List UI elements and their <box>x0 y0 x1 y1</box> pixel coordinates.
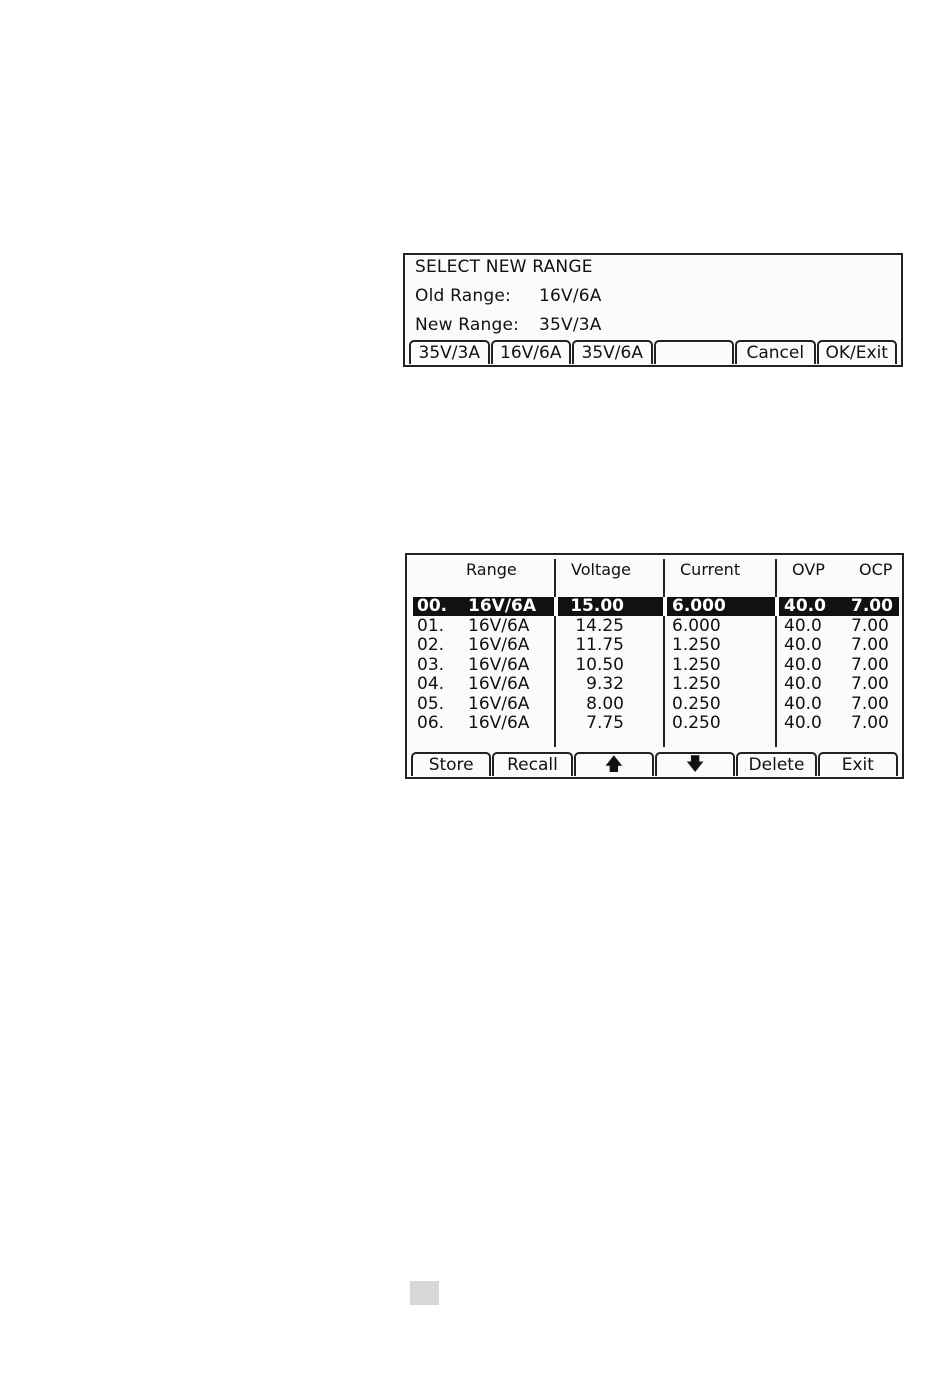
ok-exit-button[interactable]: OK/Exit <box>817 340 898 364</box>
softkey-16v-6a[interactable]: 16V/6A <box>491 340 572 364</box>
cell-current: 1.250 <box>672 674 721 694</box>
range-select-dialog <box>403 253 903 367</box>
arrow-down-icon: 🡇 <box>685 754 705 775</box>
new-range-label: New Range: <box>415 315 520 335</box>
table-row[interactable] <box>413 675 899 694</box>
table-row[interactable] <box>413 656 899 675</box>
cell-range: 16V/6A <box>468 713 530 733</box>
page-number-box <box>410 1281 439 1305</box>
cancel-button[interactable]: Cancel <box>735 340 816 364</box>
cell-current: 6.000 <box>672 615 721 636</box>
selection-gap <box>775 597 779 616</box>
table-row[interactable] <box>413 617 899 636</box>
cell-index: 05. <box>417 693 445 714</box>
cell-current: 1.250 <box>672 635 721 655</box>
cell-ocp: 7.00 <box>851 654 889 675</box>
dialog-title: SELECT NEW RANGE <box>415 257 593 277</box>
cell-range: 16V/6A <box>468 596 537 616</box>
cell-ocp: 7.00 <box>851 596 893 616</box>
cell-index: 00. <box>417 596 448 616</box>
selection-gap <box>663 597 667 616</box>
arrow-up-icon: 🡅 <box>604 754 624 775</box>
cell-range: 16V/6A <box>468 654 530 675</box>
scroll-up-button[interactable] <box>574 752 654 776</box>
cell-voltage: 10.50 <box>575 654 624 675</box>
old-range-label: Old Range: <box>415 286 511 306</box>
cell-range: 16V/6A <box>468 635 530 655</box>
cell-index: 04. <box>417 674 445 694</box>
softkey-35v-6a[interactable]: 35V/6A <box>572 340 653 364</box>
new-range-line <box>415 315 602 335</box>
cell-ocp: 7.00 <box>851 674 889 694</box>
softkey-35v-3a[interactable]: 35V/3A <box>409 340 490 364</box>
memory-softkey-bar <box>411 752 898 776</box>
cell-voltage: 7.75 <box>586 713 624 733</box>
cell-current: 0.250 <box>672 713 721 733</box>
store-button[interactable]: Store <box>411 752 491 776</box>
recall-button[interactable]: Recall <box>492 752 572 776</box>
delete-button[interactable]: Delete <box>736 752 816 776</box>
cell-ovp: 40.0 <box>784 615 822 636</box>
header-voltage: Voltage <box>571 560 632 579</box>
cell-current: 0.250 <box>672 693 721 714</box>
header-ovp: OVP <box>792 560 825 579</box>
softkey-blank[interactable] <box>654 340 735 364</box>
old-range-line <box>415 286 602 306</box>
cell-index: 02. <box>417 635 445 655</box>
cell-ovp: 40.0 <box>784 693 822 714</box>
cell-index: 01. <box>417 615 445 636</box>
cell-ocp: 7.00 <box>851 635 889 655</box>
exit-button[interactable]: Exit <box>818 752 898 776</box>
cell-ovp: 40.0 <box>784 654 822 675</box>
old-range-value: 16V/6A <box>539 286 602 306</box>
cell-voltage: 15.00 <box>570 596 624 616</box>
table-row[interactable] <box>413 714 899 733</box>
table-row[interactable] <box>413 695 899 714</box>
cell-voltage: 14.25 <box>575 615 624 636</box>
cell-range: 16V/6A <box>468 615 530 636</box>
cell-voltage: 8.00 <box>586 693 624 714</box>
cell-current: 6.000 <box>672 596 726 616</box>
selection-gap <box>554 597 558 616</box>
table-row[interactable] <box>413 597 899 616</box>
cell-index: 06. <box>417 713 445 733</box>
range-softkey-bar <box>409 340 897 364</box>
cell-range: 16V/6A <box>468 674 530 694</box>
cell-ovp: 40.0 <box>784 713 822 733</box>
cell-ovp: 40.0 <box>784 635 822 655</box>
scroll-down-button[interactable] <box>655 752 735 776</box>
cell-ocp: 7.00 <box>851 615 889 636</box>
cell-current: 1.250 <box>672 654 721 675</box>
cell-voltage: 11.75 <box>575 635 624 655</box>
cell-range: 16V/6A <box>468 693 530 714</box>
cell-ocp: 7.00 <box>851 713 889 733</box>
cell-ovp: 40.0 <box>784 674 822 694</box>
header-current: Current <box>680 560 741 579</box>
memory-table-screen <box>405 553 904 779</box>
header-range: Range <box>466 560 517 579</box>
table-row[interactable] <box>413 636 899 655</box>
cell-ovp: 40.0 <box>784 596 826 616</box>
header-ocp: OCP <box>859 560 893 579</box>
new-range-value: 35V/3A <box>539 315 602 335</box>
cell-ocp: 7.00 <box>851 693 889 714</box>
cell-index: 03. <box>417 654 445 675</box>
cell-voltage: 9.32 <box>586 674 624 694</box>
